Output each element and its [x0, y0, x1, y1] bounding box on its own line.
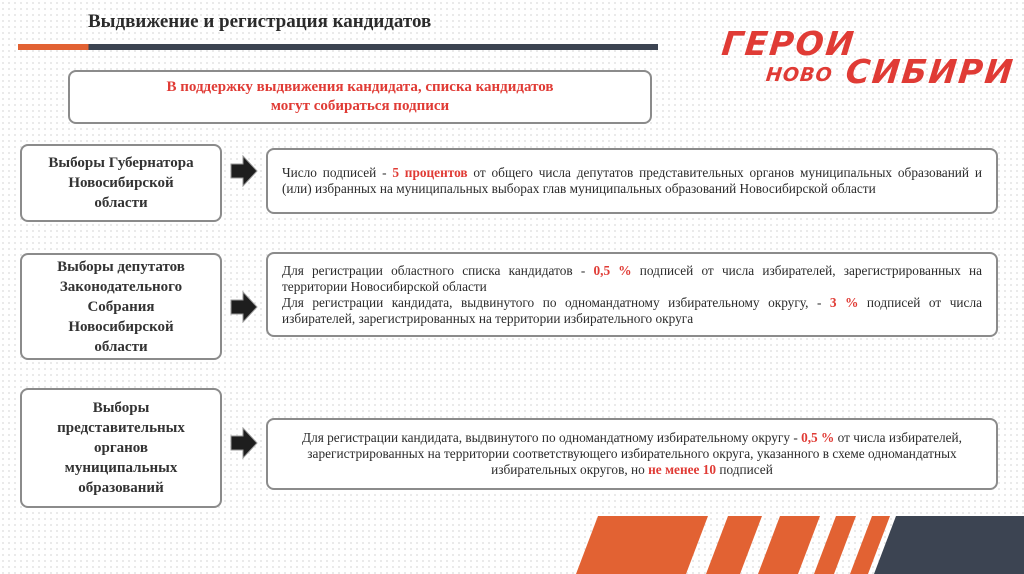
signature-share: 5 процентов	[392, 165, 468, 180]
signature-share: 3 %	[829, 294, 859, 310]
signature-share: 0,5 %	[801, 430, 835, 445]
text-segment: подписей от числа избирателей, зарегистрированных на территории избирательного округа	[282, 294, 982, 326]
intro-line-1: В поддержку выдвижения кандидата, списка кандидатов	[166, 79, 554, 95]
logo-word-3: СИБИРИ	[843, 52, 1017, 91]
logo-word-2: НОВО	[764, 64, 834, 86]
label-line: области	[94, 338, 148, 355]
label-line: Выборы Губернатора	[48, 155, 194, 171]
title-underline	[18, 44, 658, 50]
text-segment: Число подписей -	[282, 165, 393, 180]
text-segment: от числа избирателей, зарегистрированных на территории соответствующего избирательного округа, указанного в схеме одномандатных избирательных округов, но	[307, 430, 962, 477]
requirement-text	[282, 263, 982, 295]
intro-box	[68, 70, 652, 124]
logo	[719, 24, 1017, 96]
text-segment: Для регистрации областного списка кандидатов -	[282, 262, 594, 278]
arrow-right-icon	[230, 291, 258, 323]
text-segment: подписей	[716, 462, 773, 477]
text-segment: от общего числа депутатов представительных органов муниципальных образований и (или) избранных на муниципальных выборах глав муниципальных образований Новосибирской области	[282, 165, 982, 196]
label-line: Выборы	[92, 400, 150, 416]
election-type-governor	[20, 144, 222, 222]
page-title: Выдвижение и регистрация кандидатов	[88, 11, 432, 32]
requirement-text	[282, 295, 982, 327]
text-segment: Для регистрации кандидата, выдвинутого по одномандатному избирательному округу, -	[282, 294, 830, 310]
text-segment: Для регистрации кандидата, выдвинутого по одномандатному избирательному округу -	[302, 430, 802, 445]
arrow-right-icon	[230, 427, 258, 459]
label-line: Новосибирской	[68, 175, 174, 191]
label-line: Собрания	[87, 298, 155, 315]
election-type-legislative-assembly	[20, 253, 222, 360]
requirement-governor	[266, 148, 998, 214]
label-line: представительных	[57, 420, 185, 436]
requirement-text	[282, 430, 982, 478]
election-type-municipal	[20, 388, 222, 508]
label-line: органов	[93, 440, 149, 456]
intro-line-2: могут собираться подписи	[270, 98, 450, 114]
requirement-text	[282, 165, 982, 197]
text-segment: подписей от числа избирателей, зарегистрированных на территории Новосибирской области	[282, 262, 982, 294]
decorative-stripes	[558, 516, 1024, 574]
signature-share: 0,5 %	[593, 262, 632, 278]
label-line: Выборы депутатов	[57, 258, 185, 275]
arrow-right-icon	[230, 155, 258, 187]
label-line: Законодательного	[59, 278, 183, 295]
requirement-legislative-assembly	[266, 252, 998, 337]
minimum-signatures: не менее 10	[648, 462, 717, 477]
label-line: образований	[78, 480, 164, 496]
logo-word-1: ГЕРОИ	[719, 24, 858, 63]
requirement-municipal	[266, 418, 998, 490]
label-line: Новосибирской	[68, 318, 174, 335]
label-line: области	[94, 195, 148, 211]
label-line: муниципальных	[64, 460, 178, 476]
